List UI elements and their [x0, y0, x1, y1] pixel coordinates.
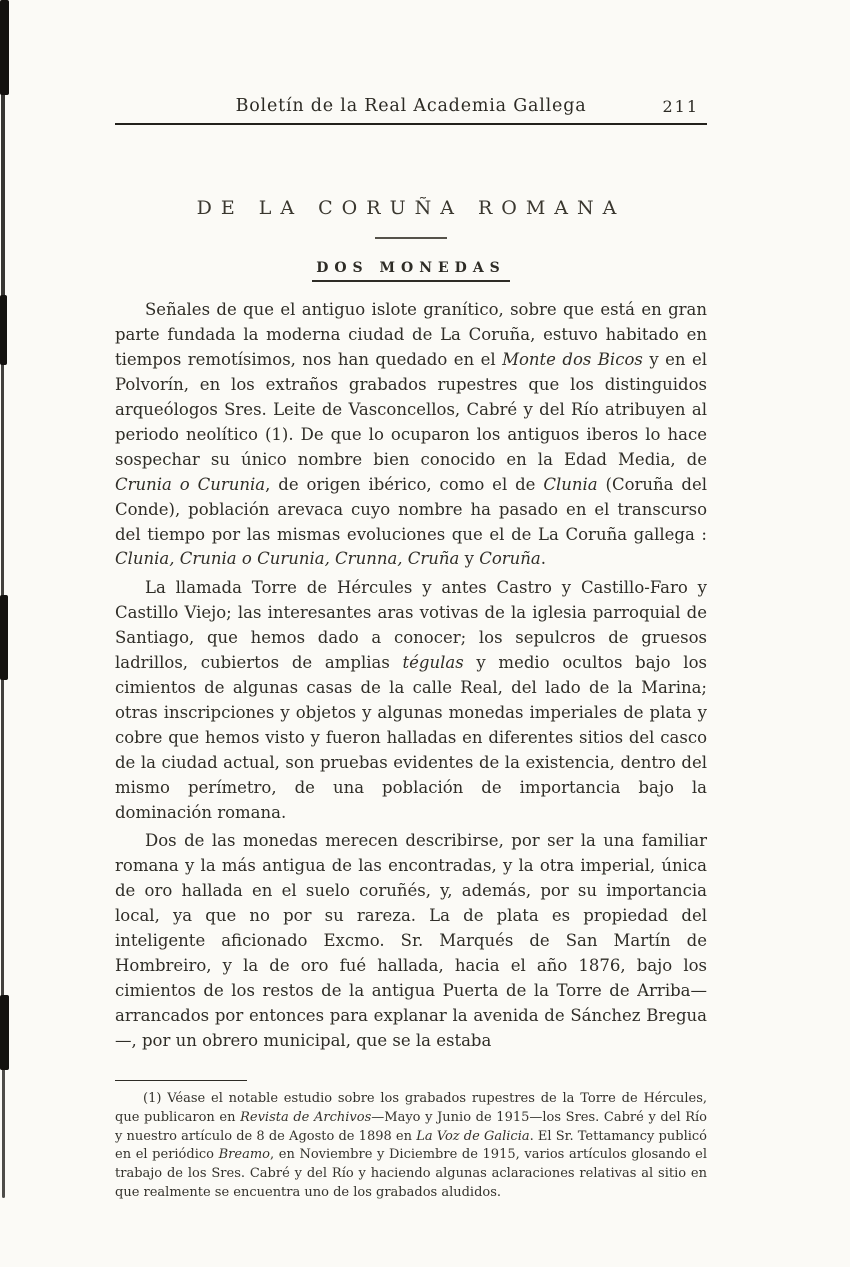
binding-edge-mark	[2, 1068, 5, 1198]
text-run: .	[540, 549, 546, 569]
body-paragraphs	[115, 298, 707, 1053]
text-run: . El Sr. Tettamancy publicó en el periódico	[115, 1128, 707, 1163]
paragraph	[115, 829, 707, 1053]
journal-title: Boletín de la Real Academia Gallega	[235, 96, 587, 116]
title-divider	[375, 237, 447, 239]
paragraph	[115, 576, 707, 825]
italic-text: tégulas	[402, 653, 464, 673]
text-run: (Coruña del Conde), población arevaca cuyo nombre ha pasado en el transcurso del tiempo por las mismas evoluciones que el de La Coruña gallega :	[115, 474, 707, 544]
article-title: DE LA CORUÑA ROMANA	[196, 197, 626, 220]
italic-text: Revista de Archivos	[240, 1110, 372, 1126]
binding-edge-mark	[1, 90, 5, 300]
paragraph	[115, 298, 707, 572]
italic-text: Crunia o Curunia	[115, 474, 266, 494]
italic-text: Clunia, Crunia o Curunia, Crunna, Cruña	[115, 549, 460, 569]
binding-edge-mark	[0, 595, 8, 680]
text-run: y medio ocultos bajo los cimientos de algunas casas de la calle Real, del lado de la Marina; otras inscripciones y objetos y algunas monedas imperiales de plata y cobre que hemos visto y fueron halladas en diferentes sitios del casco de la ciudad actual, son pruebas evidentes de la existencia, dentro del mismo perímetro, de una población de importancia bajo la dominación romana.	[115, 653, 707, 822]
binding-edge	[0, 0, 16, 1267]
text-run: , de origen ibérico, como el de	[265, 474, 544, 494]
header-rule	[115, 123, 707, 125]
page-number: 211	[662, 97, 699, 116]
binding-edge-mark	[0, 0, 9, 95]
binding-edge-mark	[1, 678, 4, 998]
text-run: y	[459, 549, 480, 569]
text-run: Dos de las monedas merecen describirse, por ser la una familiar romana y la más antigua de las encontradas, y la otra imperial, única de oro hallada en el suelo coruñés, y, además, por su importancia local, ya que no por su rareza. La de plata es propiedad del inteligente aficionado Excmo. Sr. Marqués de San Martín de Hombreiro, y la de oro fué hallada, hacia el año 1876, bajo los cimientos de los restos de la antigua Puerta de la Torre de Arriba—arrancados por entonces para explanar la avenida de Sánchez Bregua—, por un obrero municipal, que se la estaba	[115, 831, 707, 1050]
italic-text: Coruña	[479, 549, 541, 569]
text-run: Señales de que el antiguo islote granítico, sobre que está en gran parte fundada la moderna ciudad de La Coruña, estuvo habitado en tiempos remotísimos, nos han quedado en el	[115, 300, 707, 370]
italic-text: Monte dos Bicos	[502, 350, 643, 370]
italic-text: Breamo	[218, 1147, 270, 1163]
footnote-rule	[115, 1080, 247, 1082]
footnote-text	[115, 1090, 707, 1202]
text-run: , en Noviembre y Diciembre de 1915, varios artículos glosando el trabajo de los Sres. Cabré y del Río y haciendo algunas aclaraciones relativas al sitio en que realmente se encuentra uno de los grabados aludidos.	[115, 1147, 707, 1200]
binding-edge-mark	[0, 995, 9, 1070]
page-content	[115, 0, 707, 1203]
binding-edge-mark	[1, 360, 4, 600]
text-run: La llamada Torre de Hércules y antes Castro y Castillo-Faro y Castillo Viejo; las interesantes aras votivas de la iglesia parroquial de Santiago, que hemos dado a conocer; los sepulcros de gruesos ladrillos, cubiertos de amplias	[115, 578, 707, 673]
section-heading: DOS MONEDAS	[312, 260, 510, 282]
section-heading-wrap	[115, 257, 707, 282]
page-header	[115, 95, 707, 117]
text-run: —Mayo y Junio de 1915—los Sres. Cabré y del Río y nuestro artículo de 8 de Agosto de 1898 en	[115, 1110, 707, 1144]
italic-text: Clunia	[543, 474, 598, 494]
text-run: (1) Véase el notable estudio sobre los grabados rupestres de la Torre de Hércules, que publicaron en	[115, 1091, 707, 1126]
text-run: y en el Polvorín, en los extraños grabados rupestres que los distinguidos arqueólogos Sres. Leite de Vasconcellos, Cabré y del Río atribuyen al periodo neolítico (1). De que lo ocuparon los antiguos iberos lo hace sospechar su único nombre bien conocido en la Edad Media, de	[115, 350, 707, 469]
italic-text: La Voz de Galicia	[416, 1128, 530, 1144]
binding-edge-mark	[0, 295, 7, 365]
